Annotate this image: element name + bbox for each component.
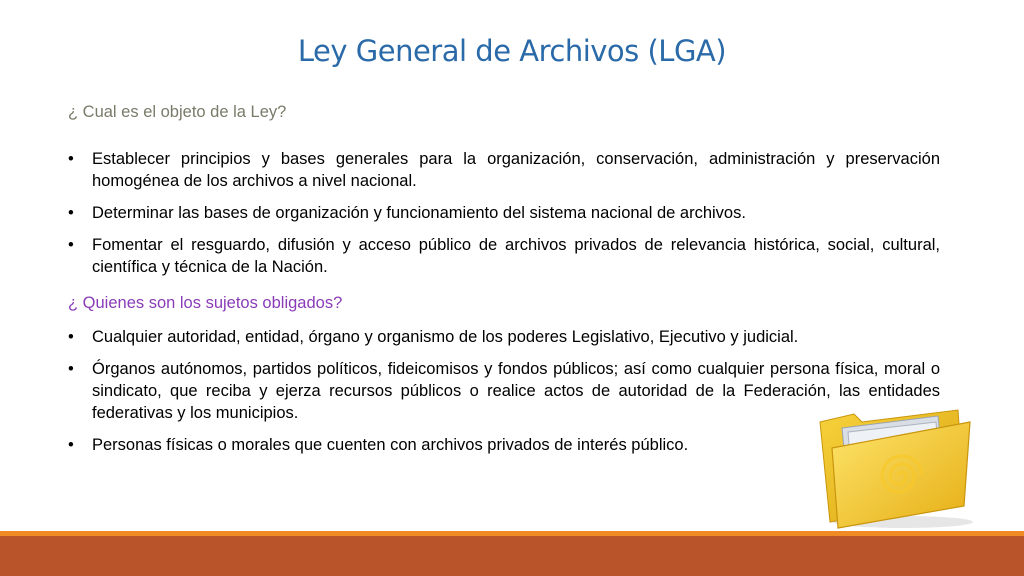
bullet-dot: • [68, 360, 74, 378]
list-item-text: Cualquier autoridad, entidad, órgano y organismo de los poderes Legislativo, Ejecutivo y judicial. [92, 328, 799, 346]
list-item [68, 326, 940, 348]
list-item-text: Fomentar el resguardo, difusión y acceso público de archivos privados de relevancia histórica, social, cultural, científica y técnica de la Nación. [92, 236, 940, 276]
slide-title: Ley General de Archivos (LGA) [297, 34, 727, 68]
bullet-dot: • [68, 236, 74, 254]
folder-icon [808, 402, 980, 530]
list-item [68, 148, 940, 192]
objetivos-list [68, 148, 940, 288]
bullet-dot: • [68, 328, 74, 346]
bullet-dot: • [68, 150, 74, 168]
list-item [68, 202, 940, 224]
list-item [68, 434, 792, 456]
list-item-text: Órganos autónomos, partidos políticos, fideicomisos y fondos públicos; así como cualquier persona física, moral o sindicato, que reciba y ejerza recursos públicos o realice actos de autoridad de la Federación, las entidades federativas y los municipios. [92, 360, 940, 422]
bullet-dot: • [68, 436, 74, 454]
question-sujetos: ¿ Quienes son los sujetos obligados? [68, 294, 343, 312]
list-item [68, 234, 940, 278]
list-item-text: Determinar las bases de organización y funcionamiento del sistema nacional de archivos. [92, 204, 746, 222]
footer-bar [0, 536, 1024, 576]
list-item-text: Personas físicas o morales que cuenten con archivos privados de interés público. [92, 436, 689, 454]
question-objeto: ¿ Cual es el objeto de la Ley? [68, 103, 287, 121]
list-item-text: Establecer principios y bases generales para la organización, conservación, administración y preservación homogénea de los archivos a nivel nacional. [92, 150, 940, 190]
bullet-dot: • [68, 204, 74, 222]
